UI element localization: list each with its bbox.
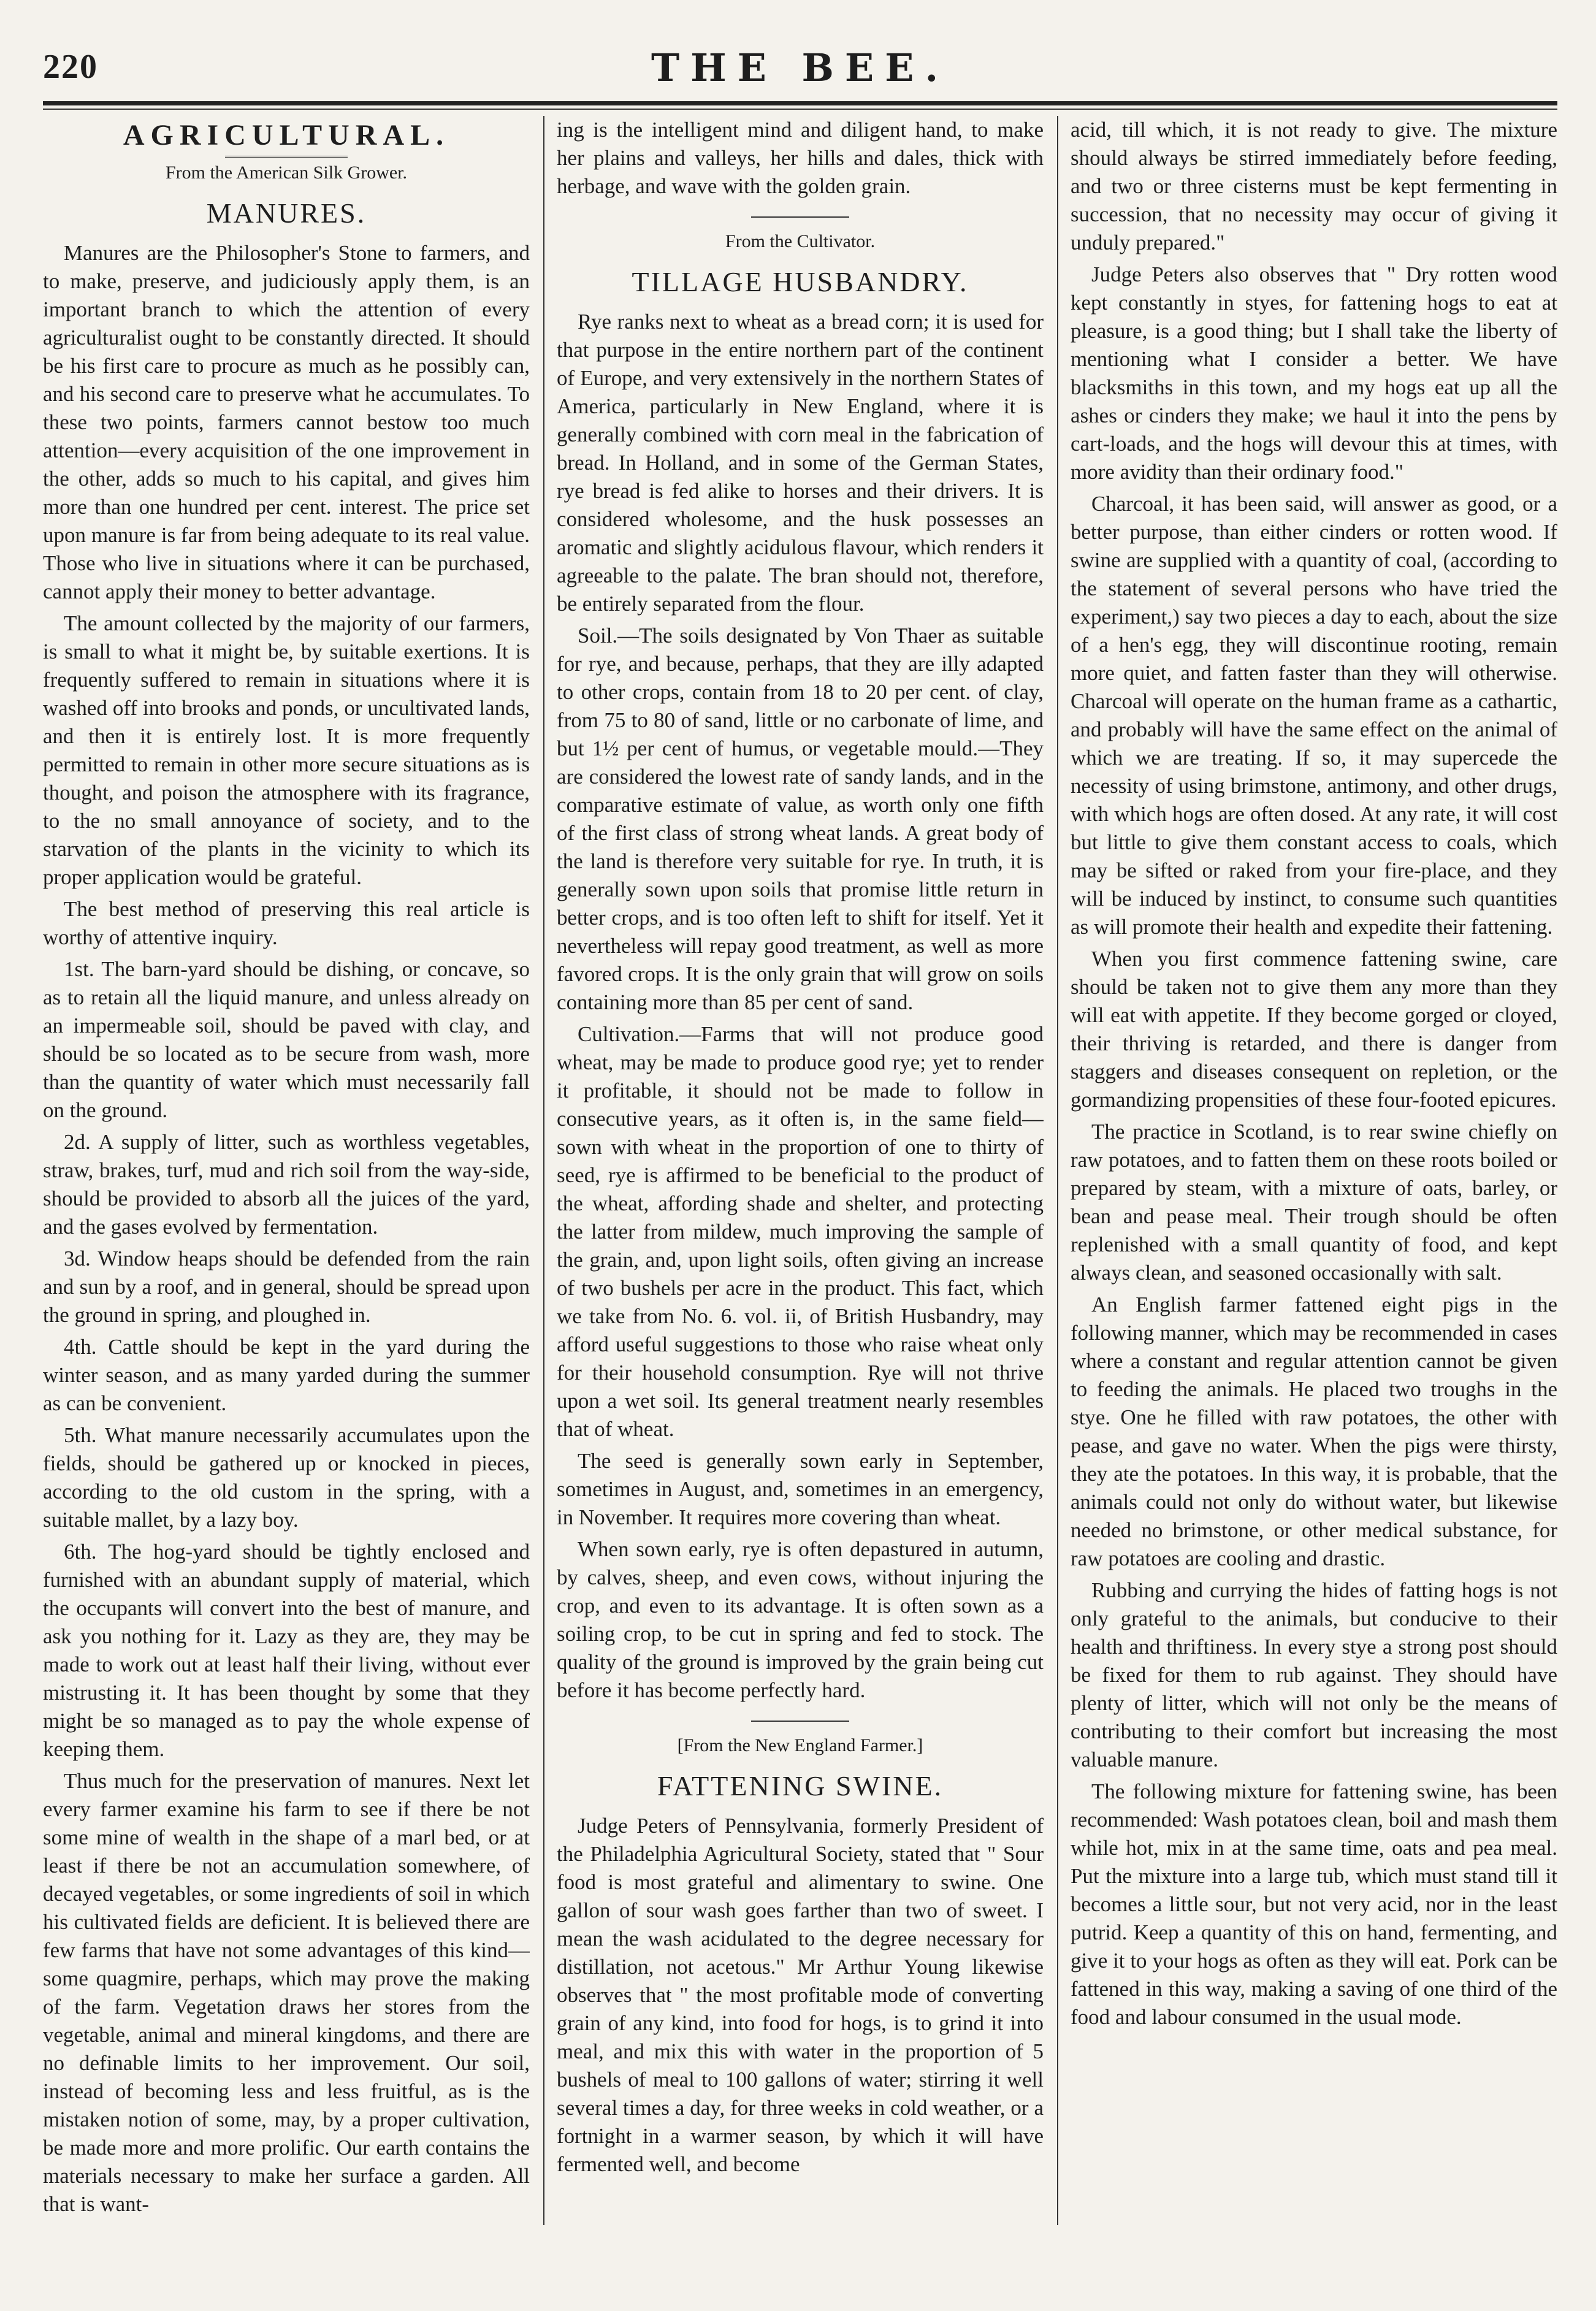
column-divider [543, 116, 544, 2225]
paragraph: The best method of preserving this real article is worthy of attentive inquiry. [43, 897, 530, 949]
masthead [43, 34, 1557, 101]
column-2 [557, 116, 1044, 2225]
column-1 [43, 116, 530, 2225]
paragraph: 6th. The hog-yard should be tightly enclosed and furnished with an abundant supply of material, which the occupants will convert into the best of manure, and ask you nothing for it. Lazy as they are, they may be made to work out at least half their living, without ever mistrusting it. It has been thought by some that they might be so managed as to pay the whole expense of keeping them. [43, 1540, 530, 1761]
paragraph: Judge Peters of Pennsylvania, formerly President of the Philadelphia Agricultural Society, stated that " Sour food is most grateful and alimentary to swine. One gallon of sour wash goes farther than two of sweet. I mean the wash acidulated to the degree necessary for distillation, not acetous." Mr Arthur Young likewise observes that " the most profitable mode of converting grain of any kind, into food for hogs, is to grind it into meal, and mix this with water in the proportion of 5 bushels of meal to 100 gallons of water; stirring it well several times a day, for three weeks in cold weather, or a fortnight in a warmer season, by which it will have fermented well, and become [557, 1814, 1044, 2176]
paragraph: 1st. The barn-yard should be dishing, or concave, so as to retain all the liquid manure, and unless already on an impermeable soil, should be paved with clay, and should be so located as to be secure from wash, more than the quantity of water which must necessarily fall on the ground. [43, 957, 530, 1122]
paragraph: Rye ranks next to wheat as a bread corn; it is used for that purpose in the entire northern part of the continent of Europe, and very extensively in the northern States of America, particularly in New England, where it is generally combined with corn meal in the fabrication of bread. In Holland, and in some of the German States, rye bread is fed alike to horses and their drivers. It is considered wholesome, and the husk possesses an aromatic and slightly acidulous flavour, which renders it agreeable to the palate. The bran should not, therefore, be entirely separated from the flour. [557, 310, 1044, 616]
paragraph: Thus much for the preservation of manures. Next let every farmer examine his farm to see if there be not some mine of wealth in the shape of a marl bed, or at least if there be not an accumulation somewhere, of decayed vegetables, or some ingredients of soil in which his cultivated fields are deficient. It is believed there are few farms that have not some advantages of this kind—some quagmire, perhaps, which may prove the making of the farm. Vegetation draws her stores from the vegetable, animal and mineral kingdoms, and there are no definable limits to her improvement. Our soil, instead of becoming less and less fruitful, as is the mistaken notion of some, may, by a proper cultivation, be made more and more prolific. Our earth contains the materials necessary to make her surface a garden. All that is want- [43, 1769, 530, 2216]
paragraph: Charcoal, it has been said, will answer as good, or a better purpose, than either cinders or rotten wood. If swine are supplied with a quantity of coal, (according to the statement of several persons who have tried the experiment,) say two pieces a day to each, about the size of a hen's egg, they will discontinue rooting, remain more quiet, and fatten faster than they will otherwise. Charcoal will operate on the human frame as a cathartic, and probably will have the same effect on the animal of which we are treating. If so, it may supercede the necessity of using brimstone, antimony, and other drugs, with which hogs are often dosed. At any rate, it will cost but little to give them constant access to coals, which may be sifted or raked from your fire-place, and they will be induced by instinct, to consume such quantities as will promote their health and expedite their fattening. [1071, 492, 1557, 939]
paragraph: The following mixture for fattening swine, has been recommended: Wash potatoes clean, boil and mash them while hot, mix in at the same time, oats and pea meal. Put the mixture into a large tub, which must stand till it becomes a little sour, but not very acid, nor in the least putrid. Keep a quantity of this on hand, fermenting, and give it to your hogs as often as they will eat. Pork can be fattened in this way, making a saving of one third of the food and labour consumed in the usual mode. [1071, 1779, 1557, 2029]
paragraph: 2d. A supply of litter, such as worthless vegetables, straw, brakes, turf, mud and rich soil from the way-side, should be provided to absorb all the juices of the yard, and the gases evolved by fermentation. [43, 1130, 530, 1239]
paragraph: Judge Peters also observes that " Dry rotten wood kept constantly in styes, for fattening hogs to eat at pleasure, is a good thing; but I shall take the liberty of mentioning what I consider a better. We have blacksmiths in this town, and my hogs eat up all the ashes or cinders they make; we haul it into the pens by cart-loads, and the hogs will devour this at times, with more avidity than their ordinary food." [1071, 262, 1557, 484]
article-headline-swine: FATTENING SWINE. [657, 1770, 944, 1801]
masthead-title: THE BEE. [651, 45, 950, 90]
masthead-rule [43, 101, 1557, 110]
paragraph: The seed is generally sown early in September, sometimes in August, and, sometimes in an emergency, in November. It requires more covering than wheat. [557, 1449, 1044, 1529]
paragraph: The amount collected by the majority of our farmers, is small to what it might be, by suitable exertions. It is frequently suffered to remain in situations where it is washed off into brooks and ponds, or uncultivated lands, and then it is entirely lost. It is more frequently permitted to remain in other more secure situations as is thought, and poison the atmosphere with its fragrance, to the no small annoyance of society, and to the starvation of the plants in the vicinity to which its proper application would be grateful. [43, 611, 530, 889]
paragraph-continuation: acid, till which, it is not ready to give. The mixture should always be stirred immediately before feeding, and two or three cisterns must be kept fermenting in succession, that no necessity may occur of giving it unduly prepared." [1071, 118, 1557, 254]
article-source: From the Cultivator. [725, 231, 876, 251]
paragraph: The practice in Scotland, is to rear swine chiefly on raw potatoes, and to fatten them on these roots boiled or prepared by steam, with a mixture of oats, barley, or bean and pease meal. Their trough should be often replenished with a small quantity of food, and kept always clean, and seasoned occasionally with salt. [1071, 1120, 1557, 1285]
paragraph-continuation: ing is the intelligent mind and diligent hand, to make her plains and valleys, her hills and dales, thick with herbage, and wave with the golden grain. [557, 118, 1044, 198]
paragraph: Manures are the Philosopher's Stone to farmers, and to make, preserve, and judiciously apply them, is an important branch to which the attention of every agriculturalist ought to be constantly directed. It should be his first care to procure as much as he possibly can, and his second care to preserve what he accumulates. To these two points, farmers cannot bestow too much attention—every acquisition of the one improvement in the other, adds so much to his capital, and gives him more than one hundred per cent. interest. The price set upon manure is far from being adequate to its real value. Those who live in situations where it can be purchased, cannot apply their money to better advantage. [43, 241, 530, 603]
paragraph: An English farmer fattened eight pigs in the following manner, which may be recommended in cases where a constant and regular attention cannot be given to feeding the animals. He placed two troughs in the stye. One he filled with raw potatoes, the other with pease, and gave no water. When the pigs were thirsty, they ate the potatoes. In this way, it is probable, that the animals could not only do without water, but likewise needed no brimstone, or other medical substance, for raw potatoes are cooling and drastic. [1071, 1293, 1557, 1570]
separator-rule [751, 1721, 849, 1722]
department-title: AGRICULTURAL. [123, 119, 450, 151]
columns [43, 116, 1557, 2225]
paragraph: Rubbing and currying the hides of fatting hogs is not only grateful to the animals, but conducive to their health and thriftiness. In every stye a strong post should be fixed for them to rub against. They should have plenty of litter, which will not only be the means of contributing to their comfort but increasing the most valuable manure. [1071, 1578, 1557, 1771]
paragraph: When you first commence fattening swine, care should be taken not to give them any more than they will eat with appetite. If they become gorged or cloyed, their thriving is retarded, and there is danger from staggers and diseases consequent on repletion, or the gormandizing propensities of these four-footed epicures. [1071, 947, 1557, 1112]
paragraph: Cultivation.—Farms that will not produce good wheat, may be made to produce good rye; yet to render it profitable, it should not be made to follow in consecutive years, as it often is, in the same field—sown with wheat in the proportion of one to thirty of seed, rye is affirmed to be beneficial to the product of the wheat, affording shade and shelter, and protecting the latter from mildew, much improving the sample of the grain, and, upon light soils, often giving an increase of two bushels per acre in the product. This fact, which we take from No. 6. vol. ii, of British Husbandry, may afford useful suggestions to those who raise wheat only for their household consumption. Rye will not thrive upon a wet soil. Its general treatment nearly resembles that of wheat. [557, 1022, 1044, 1441]
article-headline-tillage: TILLAGE HUSBANDRY. [632, 266, 969, 297]
article-source: [From the New England Farmer.] [677, 1735, 923, 1755]
paragraph: Soil.—The soils designated by Von Thaer as suitable for rye, and because, perhaps, that they are illy adapted to other crops, contain from 18 to 20 per cent. of clay, from 75 to 80 of sand, little or no carbonate of lime, and but 1½ per cent of humus, or vegetable mould.—They are considered the lowest rate of sandy lands, and in the comparative estimate of value, as worth only one fifth of the first class of strong wheat lands. A great body of the land is therefore very suitable for rye. In truth, it is generally sown upon soils that promise little return in better crops, and is too often left to shift for itself. Yet it nevertheless will repay good treatment, as well as more favored crops. It is the only grain that will grow on soils containing more than 85 per cent of sand. [557, 624, 1044, 1014]
column-3 [1071, 116, 1557, 2225]
separator-rule [751, 216, 849, 218]
column-divider [1057, 116, 1058, 2225]
paragraph: 3d. Window heaps should be defended from the rain and sun by a roof, and in general, should be spread upon the ground in spring, and ploughed in. [43, 1247, 530, 1327]
paragraph: 5th. What manure necessarily accumulates upon the fields, should be gathered up or knocked in pieces, according to the old custom in the spring, with a suitable mallet, by a lazy boy. [43, 1423, 530, 1532]
newspaper-page [43, 34, 1557, 2278]
page-number: 220 [43, 48, 98, 86]
article-headline-manures: MANURES. [206, 197, 367, 229]
article-source: From the American Silk Grower. [165, 162, 408, 183]
paragraph: 4th. Cattle should be kept in the yard during the winter season, and as many yarded during the summer as can be convenient. [43, 1335, 530, 1415]
paragraph: When sown early, rye is often depastured in autumn, by calves, sheep, and even cows, without injuring the crop, and even to its advantage. It is often sown as a soiling crop, to be cut in spring and fed to stock. The quality of the ground is improved by the grain being cut before it has become perfectly hard. [557, 1537, 1044, 1702]
department-rule [225, 156, 348, 158]
